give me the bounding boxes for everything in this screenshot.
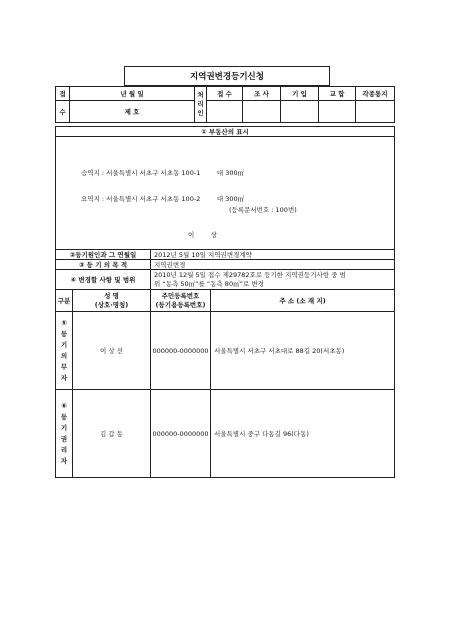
cell-gyohap <box>319 101 356 123</box>
col-notice: 각종통지 <box>356 87 395 101</box>
purpose-value: 지역권변경 <box>151 260 395 270</box>
reception-su: 수 <box>56 101 70 123</box>
obligor-id: 000000-0000000 <box>151 312 211 390</box>
servient-land: 승역지 : 서울특별시 서초구 서초동 100-1 대 300㎡ <box>81 169 245 177</box>
obligee-label: ⑥ 등 기 권 리 자 <box>56 390 73 478</box>
purpose-label: ③ 등 기 의 목 적 <box>56 260 151 270</box>
obligee-address: 서울특별시 중구 다동길 96(다동) <box>211 390 395 478</box>
property-description <box>56 137 395 250</box>
change-label: ④ 변경할 사항 및 범위 <box>56 270 151 290</box>
form-title: 지역권변경등기신청 <box>124 66 330 86</box>
dominant-land: 요역지 : 서울특별시 서초구 서초동 100-2 대 300㎡ <box>81 195 245 203</box>
obligor-label: ⑤ 등 기 의 무 자 <box>56 312 73 390</box>
col-division: 구분 <box>56 290 73 312</box>
obligee-name: 김 갑 동 <box>73 390 151 478</box>
cell-giip <box>281 101 319 123</box>
col-address: 주 소 (소 재 지) <box>211 290 395 312</box>
obligor-address: 서울특별시 서초구 서초대로 88길 20(서초동) <box>211 312 395 390</box>
col-giip: 기 입 <box>281 87 319 101</box>
reception-date-label: 년 월 일 <box>70 87 195 101</box>
register-doc-number: (등록문서번호 : 100번) <box>229 206 297 214</box>
cause-label: ②등기원인과 그 연월일 <box>56 250 151 260</box>
property-header: ① 부동산의 표시 <box>56 127 395 137</box>
cause-value: 2012년 5월 10일 지역권변경계약 <box>151 250 395 260</box>
reception-number-label: 제 호 <box>70 101 195 123</box>
end-mark: 이 상 <box>188 231 218 239</box>
change-value-line2: 위 “동측 50㎡”를 “동측 80㎡”로 변경 <box>154 279 264 288</box>
application-form-table <box>55 126 395 478</box>
change-value-line1: 2010년 12월 5일 접수 제29782호로 등기한 지역권등기사항 중 범 <box>154 270 346 279</box>
cell-notice <box>356 101 395 123</box>
col-id: 주민등록번호 (등기용등록번호) <box>151 290 211 312</box>
reception-jeop: 접 <box>56 87 70 101</box>
col-jeopsu: 접 수 <box>207 87 243 101</box>
obligor-name: 이 상 선 <box>73 312 151 390</box>
cheori-label: 처 리 인 <box>195 87 207 123</box>
reception-table <box>55 86 395 123</box>
obligee-id: 000000-0000000 <box>151 390 211 478</box>
cell-jeopsu <box>207 101 243 123</box>
change-value <box>151 270 395 290</box>
col-gyohap: 교 합 <box>319 87 356 101</box>
col-name: 성 명 (상호·명칭) <box>73 290 151 312</box>
cell-josa <box>243 101 281 123</box>
col-josa: 조 사 <box>243 87 281 101</box>
